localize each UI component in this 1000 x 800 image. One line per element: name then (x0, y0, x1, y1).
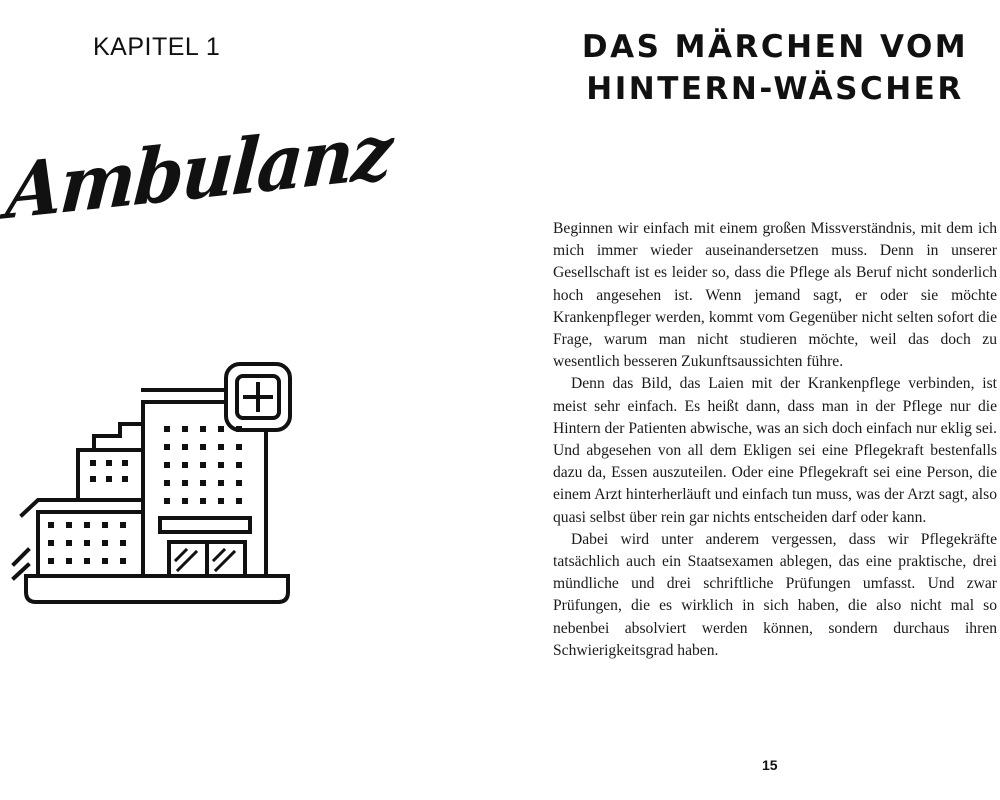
chapter-label: KAPITEL 1 (93, 33, 221, 61)
heading-line-1: DAS MÄRCHEN VOM (581, 29, 969, 65)
section-title: Ambulanz (3, 105, 394, 237)
chapter-heading (500, 26, 1000, 110)
body-text (553, 218, 997, 662)
paragraph: Beginnen wir einfach mit einem großen Missverständnis, mit dem ich mich immer wieder auseinandersetzen muss. Denn in unserer Gesellschaft ist es leider so, dass die Pflege als Beruf nicht sonderlich hoch angesehen ist. Wenn jemand sagt, er oder sie möchte Krankenpfleger werden, kommt vom Gegenüber nicht selten sofort die Frage, warum man nicht studieren möchte, weil das doch zu wesentlich besseren Zukunftsaussichten führe. (553, 220, 997, 371)
hospital-building-icon (8, 350, 308, 615)
right-page (500, 0, 1000, 800)
paragraph: Denn das Bild, das Laien mit der Krankenpflege verbinden, ist meist sehr einfach. Es heißt dann, dass man in der Pflege nur die Hintern der Patienten abwische, was an sich doch einfach nur eklig sei. Und abgesehen von all dem Ekligen sei eine Pflegekraft bestenfalls dazu da, Essen auszuteilen. Oder eine Pflegekraft sei eine Person, die einem Arzt hinterherläuft und einfach tun muss, was der Arzt sagt, also quasi selbst über rein gar nichts entscheiden darf oder kann. (553, 375, 997, 526)
paragraph: Dabei wird unter anderem vergessen, dass wir Pflegekräfte tatsächlich auch ein Staatsexamen ablegen, das eine praktische, drei mündliche und drei schriftliche Prüfungen umfasst. Und zwar Prüfungen, die es wirklich in sich haben, die also nicht mal so nebenbei absolviert werden können, sondern durchaus ihren Schwierigkeitsgrad haben. (553, 530, 997, 659)
page-number: 15 (762, 757, 778, 773)
heading-line-2: HINTERN-WÄSCHER (586, 71, 964, 107)
